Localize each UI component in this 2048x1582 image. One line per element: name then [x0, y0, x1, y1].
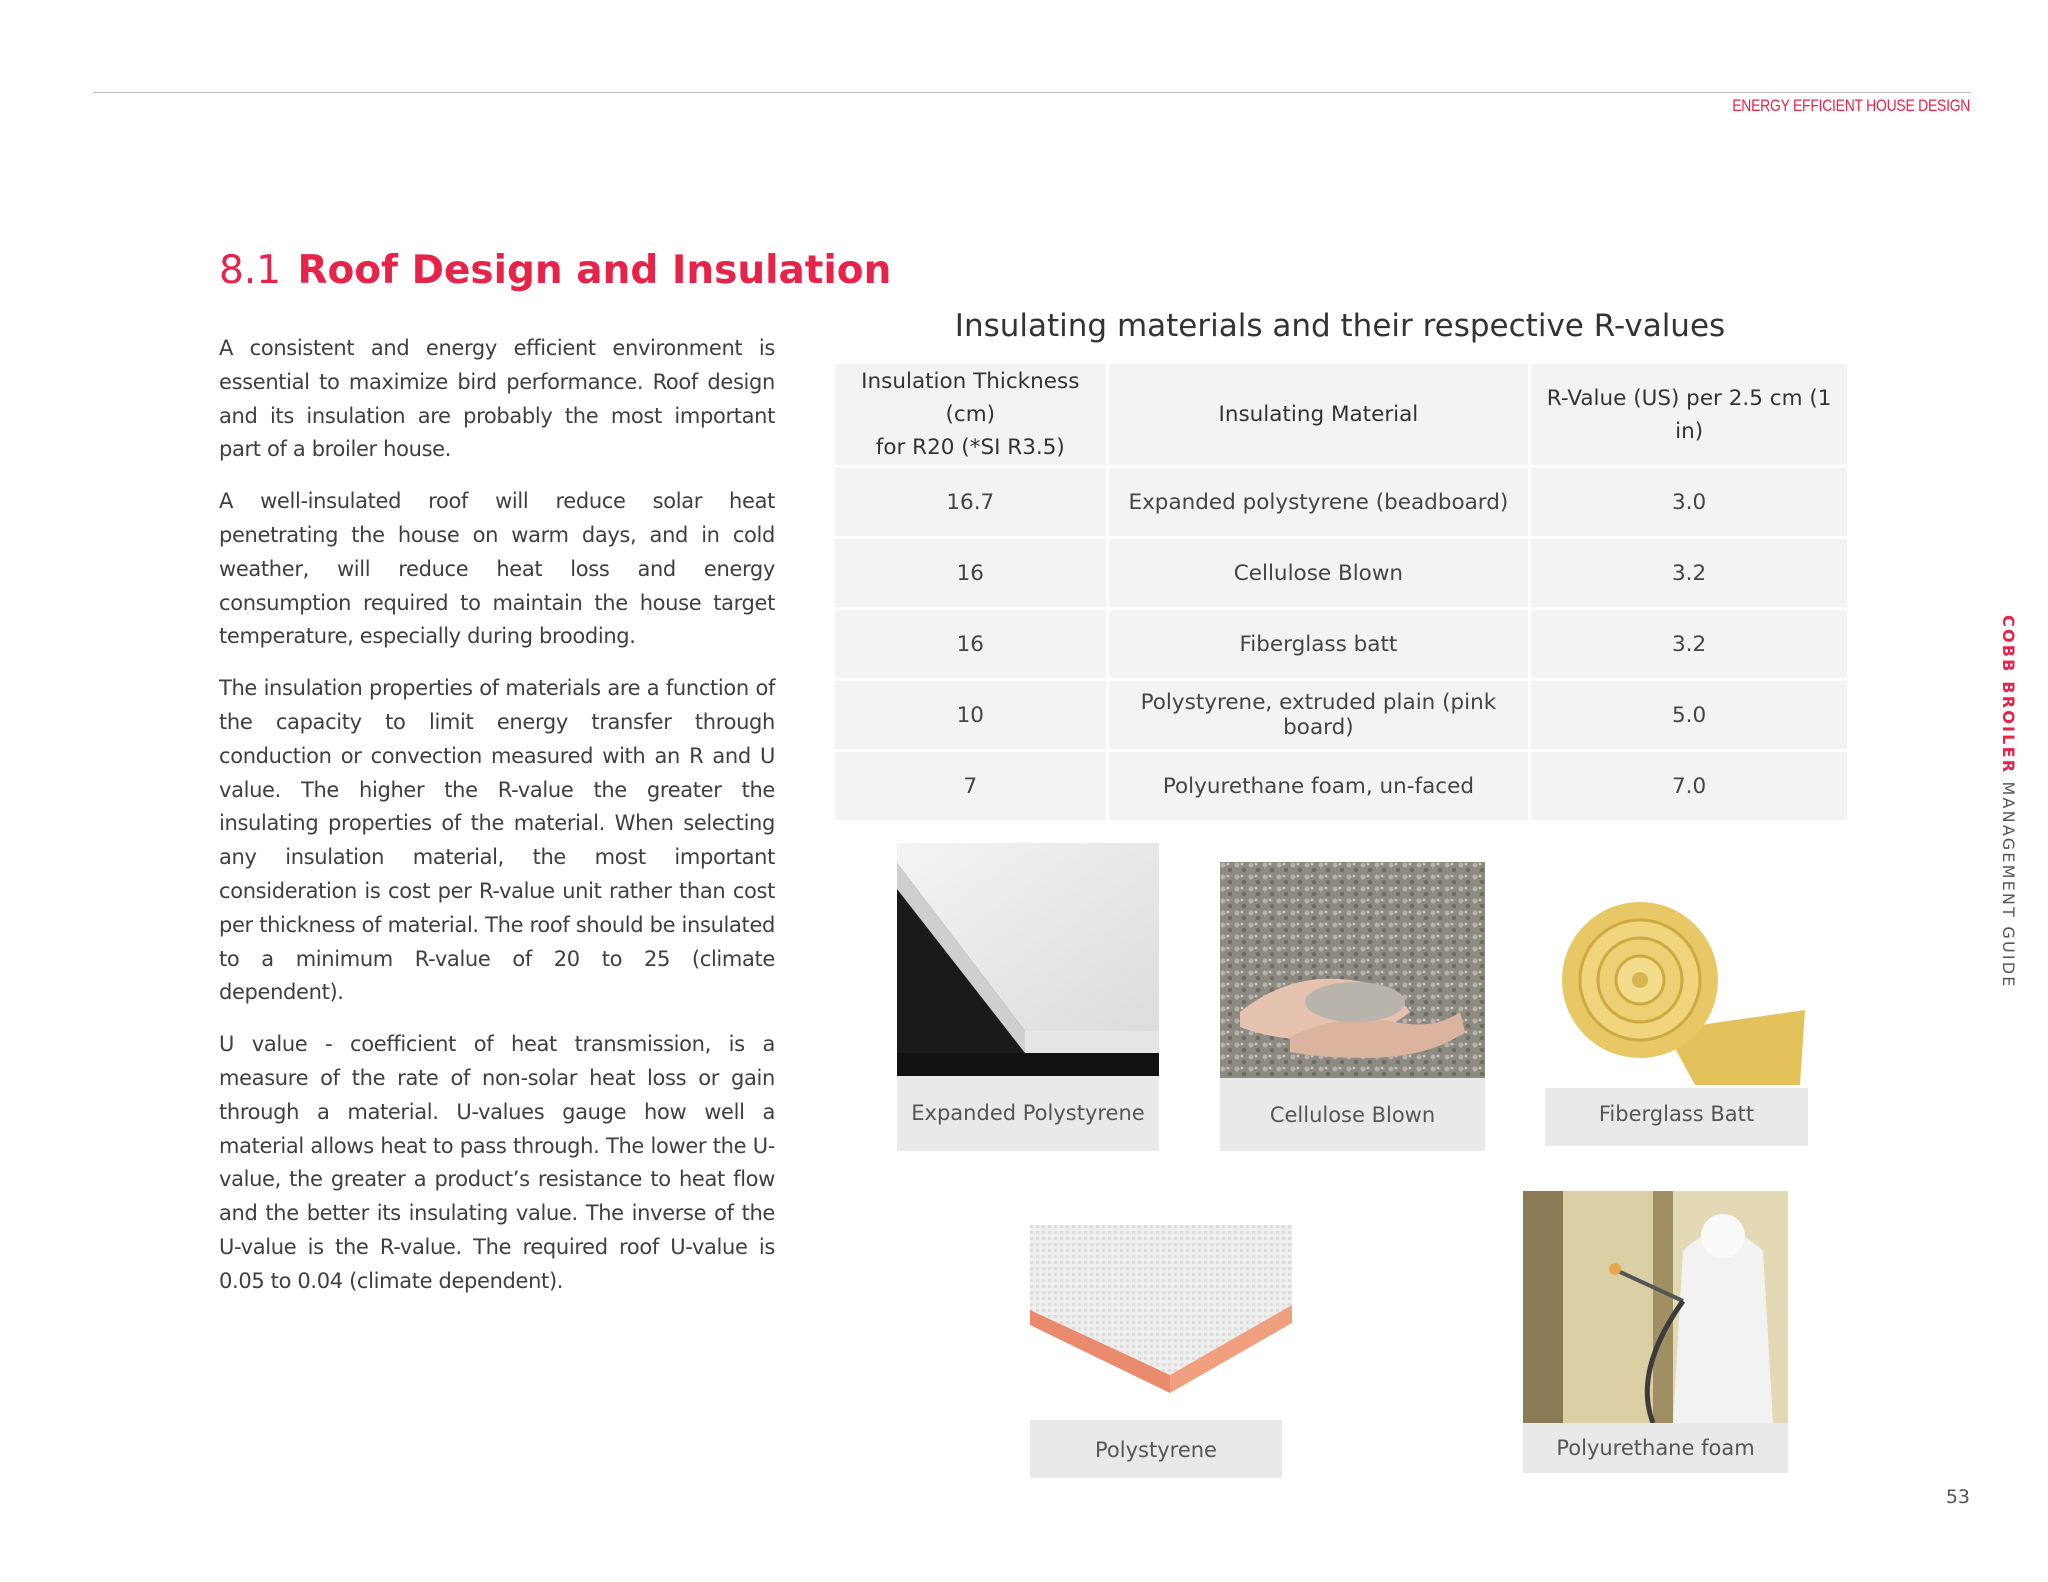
header-thickness-line2: for R20 (*SI R3.5) [875, 435, 1065, 460]
caption-polystyrene: Polystyrene [1030, 1420, 1282, 1478]
table-row [835, 752, 1847, 823]
cell-rvalue: 3.0 [1531, 468, 1847, 539]
side-label-brand: COBB BROILER [1999, 615, 2018, 775]
photo-fiberglass-batt [1545, 880, 1808, 1146]
cell-rvalue: 7.0 [1531, 752, 1847, 823]
caption-cellulose-blown: Cellulose Blown [1220, 1078, 1485, 1151]
caption-polyurethane-foam: Polyurethane foam [1523, 1423, 1788, 1473]
r-value-table [832, 364, 1850, 823]
cell-material: Cellulose Blown [1109, 539, 1529, 610]
caption-expanded-polystyrene: Expanded Polystyrene [897, 1076, 1159, 1151]
cellulose-blown-image [1220, 862, 1485, 1078]
photo-polyurethane-foam [1523, 1191, 1788, 1481]
header-rvalue: R-Value (US) per 2.5 cm (1 in) [1531, 364, 1847, 468]
body-text [219, 332, 775, 1317]
cell-thickness: 16 [835, 539, 1106, 610]
photo-polystyrene [1030, 1225, 1292, 1481]
cell-material: Polyurethane foam, un-faced [1109, 752, 1529, 823]
running-header: ENERGY EFFICIENT HOUSE DESIGN [1732, 96, 1970, 115]
cell-material: Fiberglass batt [1109, 610, 1529, 681]
table-row [835, 468, 1847, 539]
table-row [835, 681, 1847, 752]
paragraph: A consistent and energy efficient environment is essential to maximize bird performance. Roof design and its insulation are probably the most important part of a broiler house. [219, 336, 775, 462]
header-thickness-line1: Insulation Thickness (cm) [861, 369, 1080, 427]
photo-cellulose-blown [1220, 862, 1485, 1152]
cell-rvalue: 3.2 [1531, 610, 1847, 681]
side-label [1992, 615, 2018, 989]
polystyrene-image [1030, 1225, 1292, 1395]
section-heading [219, 248, 891, 293]
header-material: Insulating Material [1109, 364, 1529, 468]
cell-thickness: 16.7 [835, 468, 1106, 539]
photo-expanded-polystyrene [897, 843, 1159, 1153]
paragraph: The insulation properties of materials are a function of the capacity to limit energy transfer through conduction or convection measured with an R and U value. The higher the R-value the greater the insulating properties of the material. When selecting any insulation material, the most important consideration is cost per R-value unit rather than cost per thickness of material. The roof should be insulated to a minimum R-value of 20 to 25 (climate dependent). [219, 676, 775, 1005]
header-rule [93, 92, 1971, 93]
side-label-rest: MANAGEMENT GUIDE [1999, 774, 2018, 989]
expanded-polystyrene-image [897, 843, 1159, 1076]
section-title: Roof Design and Insulation [297, 248, 892, 293]
cell-material: Expanded polystyrene (beadboard) [1109, 468, 1529, 539]
fiberglass-batt-image [1545, 880, 1808, 1088]
table-title: Insulating materials and their respective R-values [954, 308, 1726, 344]
section-number: 8.1 [219, 248, 282, 293]
table-row [835, 610, 1847, 681]
caption-fiberglass-batt: Fiberglass Batt [1545, 1088, 1808, 1146]
page-number: 53 [1945, 1486, 1970, 1508]
paragraph: A well-insulated roof will reduce solar heat penetrating the house on warm days, and in cold weather, will reduce heat loss and energy consumption required to maintain the house target temperature, especially during brooding. [219, 489, 775, 649]
cell-thickness: 7 [835, 752, 1106, 823]
cell-thickness: 10 [835, 681, 1106, 752]
cell-material: Polystyrene, extruded plain (pink board) [1109, 681, 1529, 752]
header-thickness [835, 364, 1106, 468]
table-header-row [835, 364, 1847, 468]
paragraph: U value - coefficient of heat transmission, is a measure of the rate of non-solar heat loss or gain through a material. U-values gauge how well a material allows heat to pass through. The lower the U-value, the greater a product’s resistance to heat flow and the better its insulating value. The inverse of the U-value is the R-value. The required roof U-value is 0.05 to 0.04 (climate dependent). [219, 1032, 775, 1293]
cell-rvalue: 3.2 [1531, 539, 1847, 610]
cell-rvalue: 5.0 [1531, 681, 1847, 752]
table-row [835, 539, 1847, 610]
cell-thickness: 16 [835, 610, 1106, 681]
polyurethane-foam-image [1523, 1191, 1788, 1423]
